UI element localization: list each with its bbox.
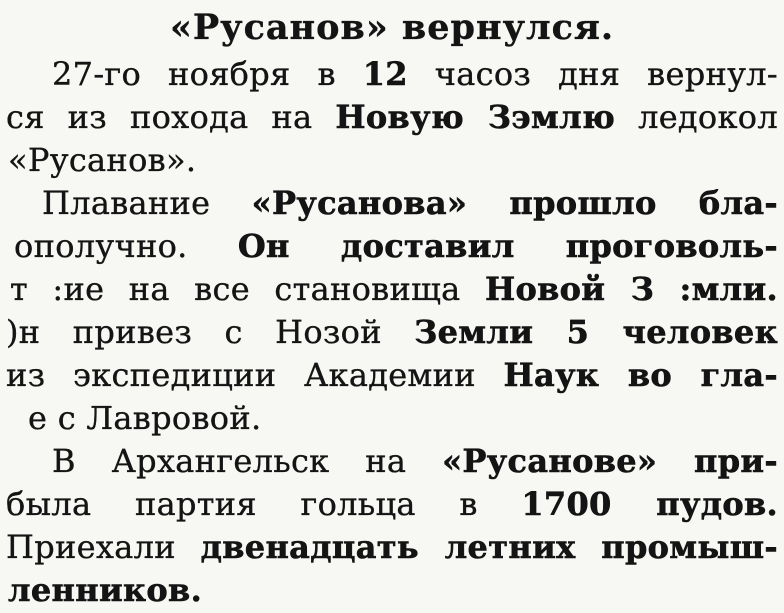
text-line [6,311,778,354]
text-line [6,569,778,612]
text-segment: Он доставил проговоль- [237,227,779,265]
text-line [6,182,778,225]
text-segment: Новую Зэмлю [335,98,616,136]
text-line [6,354,778,397]
text-segment: двенадцать летних промыш- [200,528,779,566]
text-segment: ленников. [8,571,203,609]
text-segment: ся из похода на [6,98,336,136]
text-segment: В Архангельск на [52,442,443,480]
text-line [6,483,778,526]
text-segment: )н привез с Нозой [6,313,415,351]
text-segment: Наук во гла- [503,356,778,394]
text-line [6,225,778,268]
text-segment: из экспедиции Академии [6,356,504,394]
text-segment: часоз дня вернул- [407,55,779,93]
text-line [6,139,778,182]
text-line [6,397,778,440]
text-segment: 27-го ноября в [52,55,363,93]
text-segment: 1700 пудов. [521,485,778,523]
text-segment: Новой З :мли. [484,270,779,308]
text-segment: ополучно. [14,227,238,265]
article-title: «Русанов» вернулся. [169,7,615,48]
text-segment: ледокол [615,98,778,136]
text-line [6,526,778,569]
text-line [6,440,778,483]
text-segment: т :ие на все становища [10,270,485,308]
text-segment: «Русанов». [8,141,197,179]
text-line [6,268,778,311]
text-line [6,96,778,139]
text-segment: Земли 5 человек [414,313,778,351]
text-segment: Плавание [42,184,252,222]
text-segment: е с Лавровой. [28,399,262,437]
text-segment: 12 [362,55,408,93]
text-segment: была партия гольца в [6,485,522,523]
text-line [6,53,778,96]
article-body [6,53,778,612]
text-segment: Приехали [6,528,201,566]
text-segment: «Русанове» при- [442,442,779,480]
text-segment: «Русанова» прошло бла- [251,184,778,222]
